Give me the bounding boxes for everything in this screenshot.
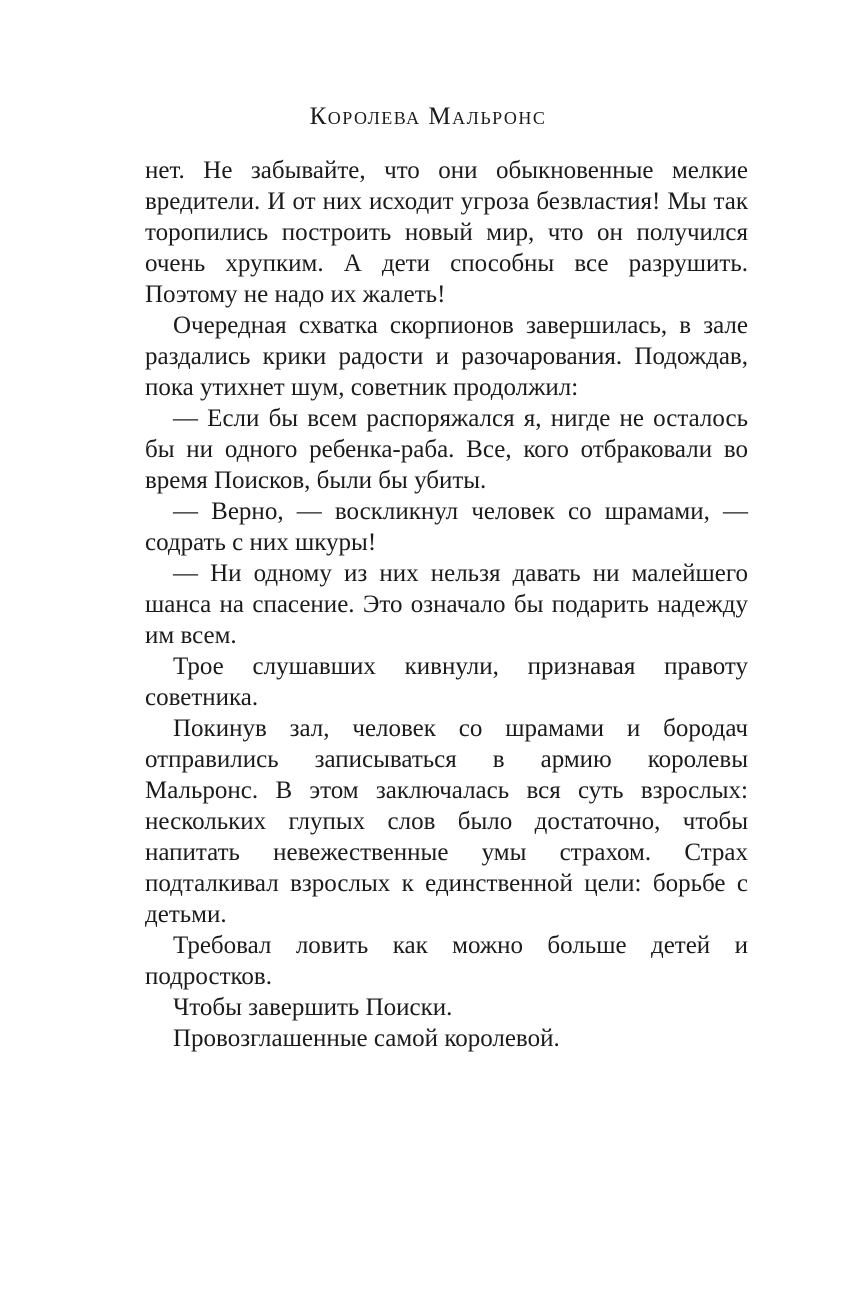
- paragraph: Требовал ловить как можно больше детей и подростков.: [145, 932, 748, 990]
- paragraph: Трое слушавших кивнули, признавая правоту советника.: [145, 653, 748, 711]
- paragraph: — Верно, — воскликнул человек со шрамами, — содрать с них шкуры!: [145, 498, 748, 556]
- paragraph: Покинув зал, человек со шрамами и бородач отправились записываться в армию королевы Мальронс. В этом заключалась вся суть взрослых: нескольких глупых слов было достаточно, чтобы напитать невежественные умы страхом. Страх подталкивал взрослых к единственной цели: борьбе с детьми.: [145, 715, 748, 928]
- paragraph: — Ни одному из них нельзя давать ни малейшего шанса на спасение. Это означало бы подарить надежду им всем.: [145, 560, 748, 649]
- paragraph: — Если бы всем распоряжался я, нигде не осталось бы ни одного ребенка-раба. Все, кого отбраковали во время Поисков, были бы убиты.: [145, 405, 748, 494]
- body-text: [145, 155, 748, 1054]
- paragraph: Провозглашенные самой королевой.: [173, 1025, 560, 1052]
- running-header: Королева Мальронс: [309, 103, 547, 130]
- paragraph: Чтобы завершить Поиски.: [173, 994, 453, 1021]
- paragraph: Очередная схватка скорпионов завершилась, в зале раздались крики радости и разочарования. Подождав, пока утихнет шум, советник продолжил:: [145, 312, 748, 401]
- paragraph: нет. Не забывайте, что они обыкновенные мелкие вредители. И от них исходит угроза безвластия! Мы так торопились построить новый мир, что он получился очень хрупким. А дети способны все разрушить. Поэтому не надо их жалеть!: [145, 157, 748, 308]
